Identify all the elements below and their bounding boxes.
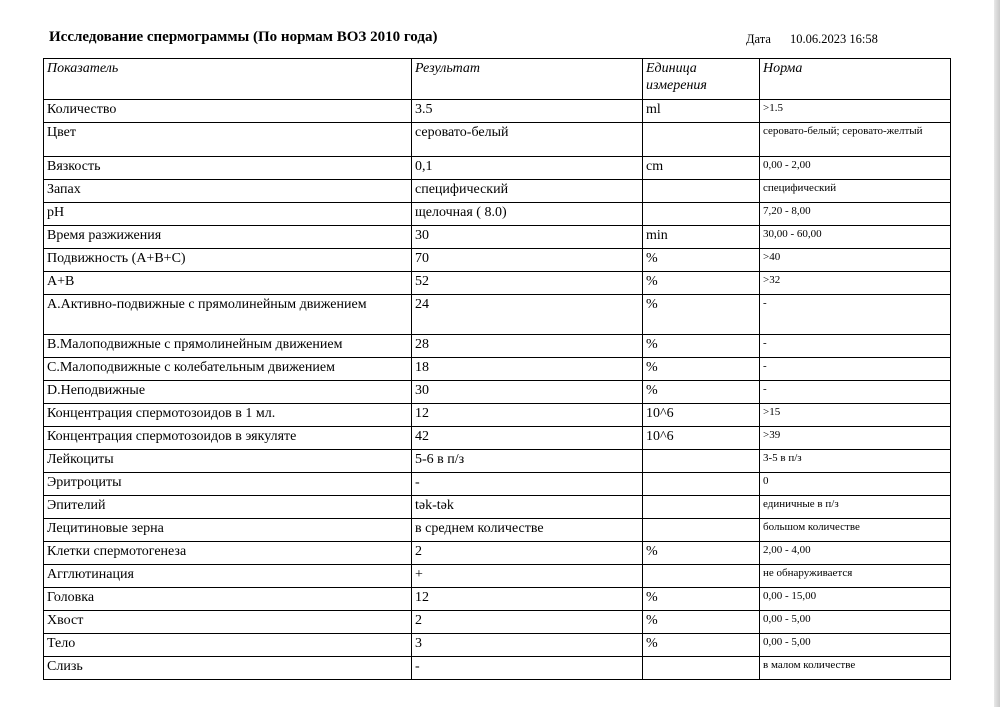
cell-parameter: Эритроциты: [44, 473, 412, 496]
cell-unit: [643, 450, 760, 473]
cell-norm: не обнаруживается: [760, 565, 951, 588]
cell-result: 28: [412, 335, 643, 358]
table-row: [44, 657, 951, 680]
cell-unit: [643, 519, 760, 542]
table-row: [44, 404, 951, 427]
cell-parameter: Запах: [44, 180, 412, 203]
cell-unit: 10^6: [643, 427, 760, 450]
table-row: [44, 473, 951, 496]
cell-norm: 0,00 - 15,00: [760, 588, 951, 611]
table-row: [44, 180, 951, 203]
cell-parameter: Эпителий: [44, 496, 412, 519]
cell-unit: %: [643, 272, 760, 295]
cell-norm: -: [760, 358, 951, 381]
cell-parameter: C.Малоподвижные с колебательным движением: [44, 358, 412, 381]
cell-norm: >15: [760, 404, 951, 427]
table-row: [44, 157, 951, 180]
table-row: [44, 611, 951, 634]
table-row: [44, 565, 951, 588]
cell-norm: 0: [760, 473, 951, 496]
cell-parameter: Время разжижения: [44, 226, 412, 249]
cell-result: +: [412, 565, 643, 588]
cell-result: -: [412, 657, 643, 680]
table-row: [44, 123, 951, 157]
cell-unit: %: [643, 588, 760, 611]
table-row: [44, 295, 951, 335]
cell-parameter: Концентрация спермотозоидов в 1 мл.: [44, 404, 412, 427]
cell-norm: в малом количестве: [760, 657, 951, 680]
cell-norm: -: [760, 295, 951, 335]
table-row: [44, 226, 951, 249]
date-value: 10.06.2023 16:58: [790, 32, 878, 46]
cell-result: 30: [412, 226, 643, 249]
cell-result: 24: [412, 295, 643, 335]
cell-unit: [643, 123, 760, 157]
cell-result: 12: [412, 404, 643, 427]
cell-result: tək-tək: [412, 496, 643, 519]
cell-parameter: Цвет: [44, 123, 412, 157]
table-row: [44, 450, 951, 473]
cell-norm: серовато-белый; серовато-желтый: [760, 123, 951, 157]
cell-parameter: Вязкость: [44, 157, 412, 180]
cell-result: 52: [412, 272, 643, 295]
cell-result: 0,1: [412, 157, 643, 180]
table-row: [44, 335, 951, 358]
cell-norm: -: [760, 381, 951, 404]
table-row: [44, 100, 951, 123]
column-header-norm: Норма: [760, 59, 951, 100]
cell-norm: >40: [760, 249, 951, 272]
cell-norm: >39: [760, 427, 951, 450]
cell-unit: [643, 565, 760, 588]
cell-result: 70: [412, 249, 643, 272]
cell-parameter: Тело: [44, 634, 412, 657]
cell-norm: -: [760, 335, 951, 358]
cell-result: специфический: [412, 180, 643, 203]
date-label: Дата: [746, 32, 771, 46]
cell-norm: большом количестве: [760, 519, 951, 542]
cell-norm: 0,00 - 2,00: [760, 157, 951, 180]
table-row: [44, 588, 951, 611]
page-edge: [994, 0, 1000, 707]
cell-unit: %: [643, 611, 760, 634]
cell-result: 12: [412, 588, 643, 611]
cell-unit: ml: [643, 100, 760, 123]
cell-parameter: A.Активно-подвижные с прямолинейным движением: [44, 295, 412, 335]
cell-result: 3: [412, 634, 643, 657]
cell-norm: 7,20 - 8,00: [760, 203, 951, 226]
cell-parameter: pH: [44, 203, 412, 226]
table-row: [44, 519, 951, 542]
cell-result: -: [412, 473, 643, 496]
cell-unit: min: [643, 226, 760, 249]
table-row: [44, 203, 951, 226]
cell-parameter: Слизь: [44, 657, 412, 680]
cell-parameter: Клетки спермотогенеза: [44, 542, 412, 565]
cell-parameter: A+B: [44, 272, 412, 295]
table-header-row: [44, 59, 951, 100]
cell-result: 42: [412, 427, 643, 450]
table-row: [44, 381, 951, 404]
table-row: [44, 358, 951, 381]
cell-unit: [643, 180, 760, 203]
table-row: [44, 272, 951, 295]
cell-norm: 2,00 - 4,00: [760, 542, 951, 565]
cell-norm: >1.5: [760, 100, 951, 123]
results-table: [43, 58, 951, 680]
cell-result: 5-6 в п/з: [412, 450, 643, 473]
cell-unit: %: [643, 634, 760, 657]
cell-norm: 3-5 в п/з: [760, 450, 951, 473]
table-row: [44, 496, 951, 519]
cell-parameter: Концентрация спермотозоидов в эякуляте: [44, 427, 412, 450]
column-header-result: Результат: [412, 59, 643, 100]
column-header-unit: Единица измерения: [643, 59, 760, 100]
cell-unit: %: [643, 542, 760, 565]
cell-unit: %: [643, 249, 760, 272]
cell-norm: 0,00 - 5,00: [760, 634, 951, 657]
cell-unit: 10^6: [643, 404, 760, 427]
cell-parameter: Подвижность (A+B+C): [44, 249, 412, 272]
cell-parameter: Агглютинация: [44, 565, 412, 588]
cell-unit: %: [643, 295, 760, 335]
cell-norm: 0,00 - 5,00: [760, 611, 951, 634]
cell-parameter: Головка: [44, 588, 412, 611]
cell-unit: [643, 496, 760, 519]
cell-result: 2: [412, 611, 643, 634]
cell-unit: [643, 473, 760, 496]
table-row: [44, 427, 951, 450]
cell-unit: %: [643, 358, 760, 381]
cell-norm: >32: [760, 272, 951, 295]
cell-unit: cm: [643, 157, 760, 180]
cell-result: щелочная ( 8.0): [412, 203, 643, 226]
cell-unit: %: [643, 335, 760, 358]
cell-parameter: Количество: [44, 100, 412, 123]
cell-result: 18: [412, 358, 643, 381]
cell-result: 30: [412, 381, 643, 404]
cell-parameter: Лейкоциты: [44, 450, 412, 473]
cell-norm: 30,00 - 60,00: [760, 226, 951, 249]
cell-norm: специфический: [760, 180, 951, 203]
table-row: [44, 542, 951, 565]
cell-parameter: Лецитиновые зерна: [44, 519, 412, 542]
cell-unit: %: [643, 381, 760, 404]
table-row: [44, 634, 951, 657]
cell-result: 2: [412, 542, 643, 565]
cell-parameter: B.Малоподвижные с прямолинейным движением: [44, 335, 412, 358]
report-title: Исследование спермограммы (По нормам ВОЗ 2010 года): [49, 29, 438, 45]
cell-unit: [643, 203, 760, 226]
cell-parameter: Хвост: [44, 611, 412, 634]
cell-result: серовато-белый: [412, 123, 643, 157]
cell-unit: [643, 657, 760, 680]
table-row: [44, 249, 951, 272]
column-header-parameter: Показатель: [44, 59, 412, 100]
cell-result: 3.5: [412, 100, 643, 123]
cell-result: в среднем количестве: [412, 519, 643, 542]
cell-parameter: D.Неподвижные: [44, 381, 412, 404]
cell-norm: единичные в п/з: [760, 496, 951, 519]
